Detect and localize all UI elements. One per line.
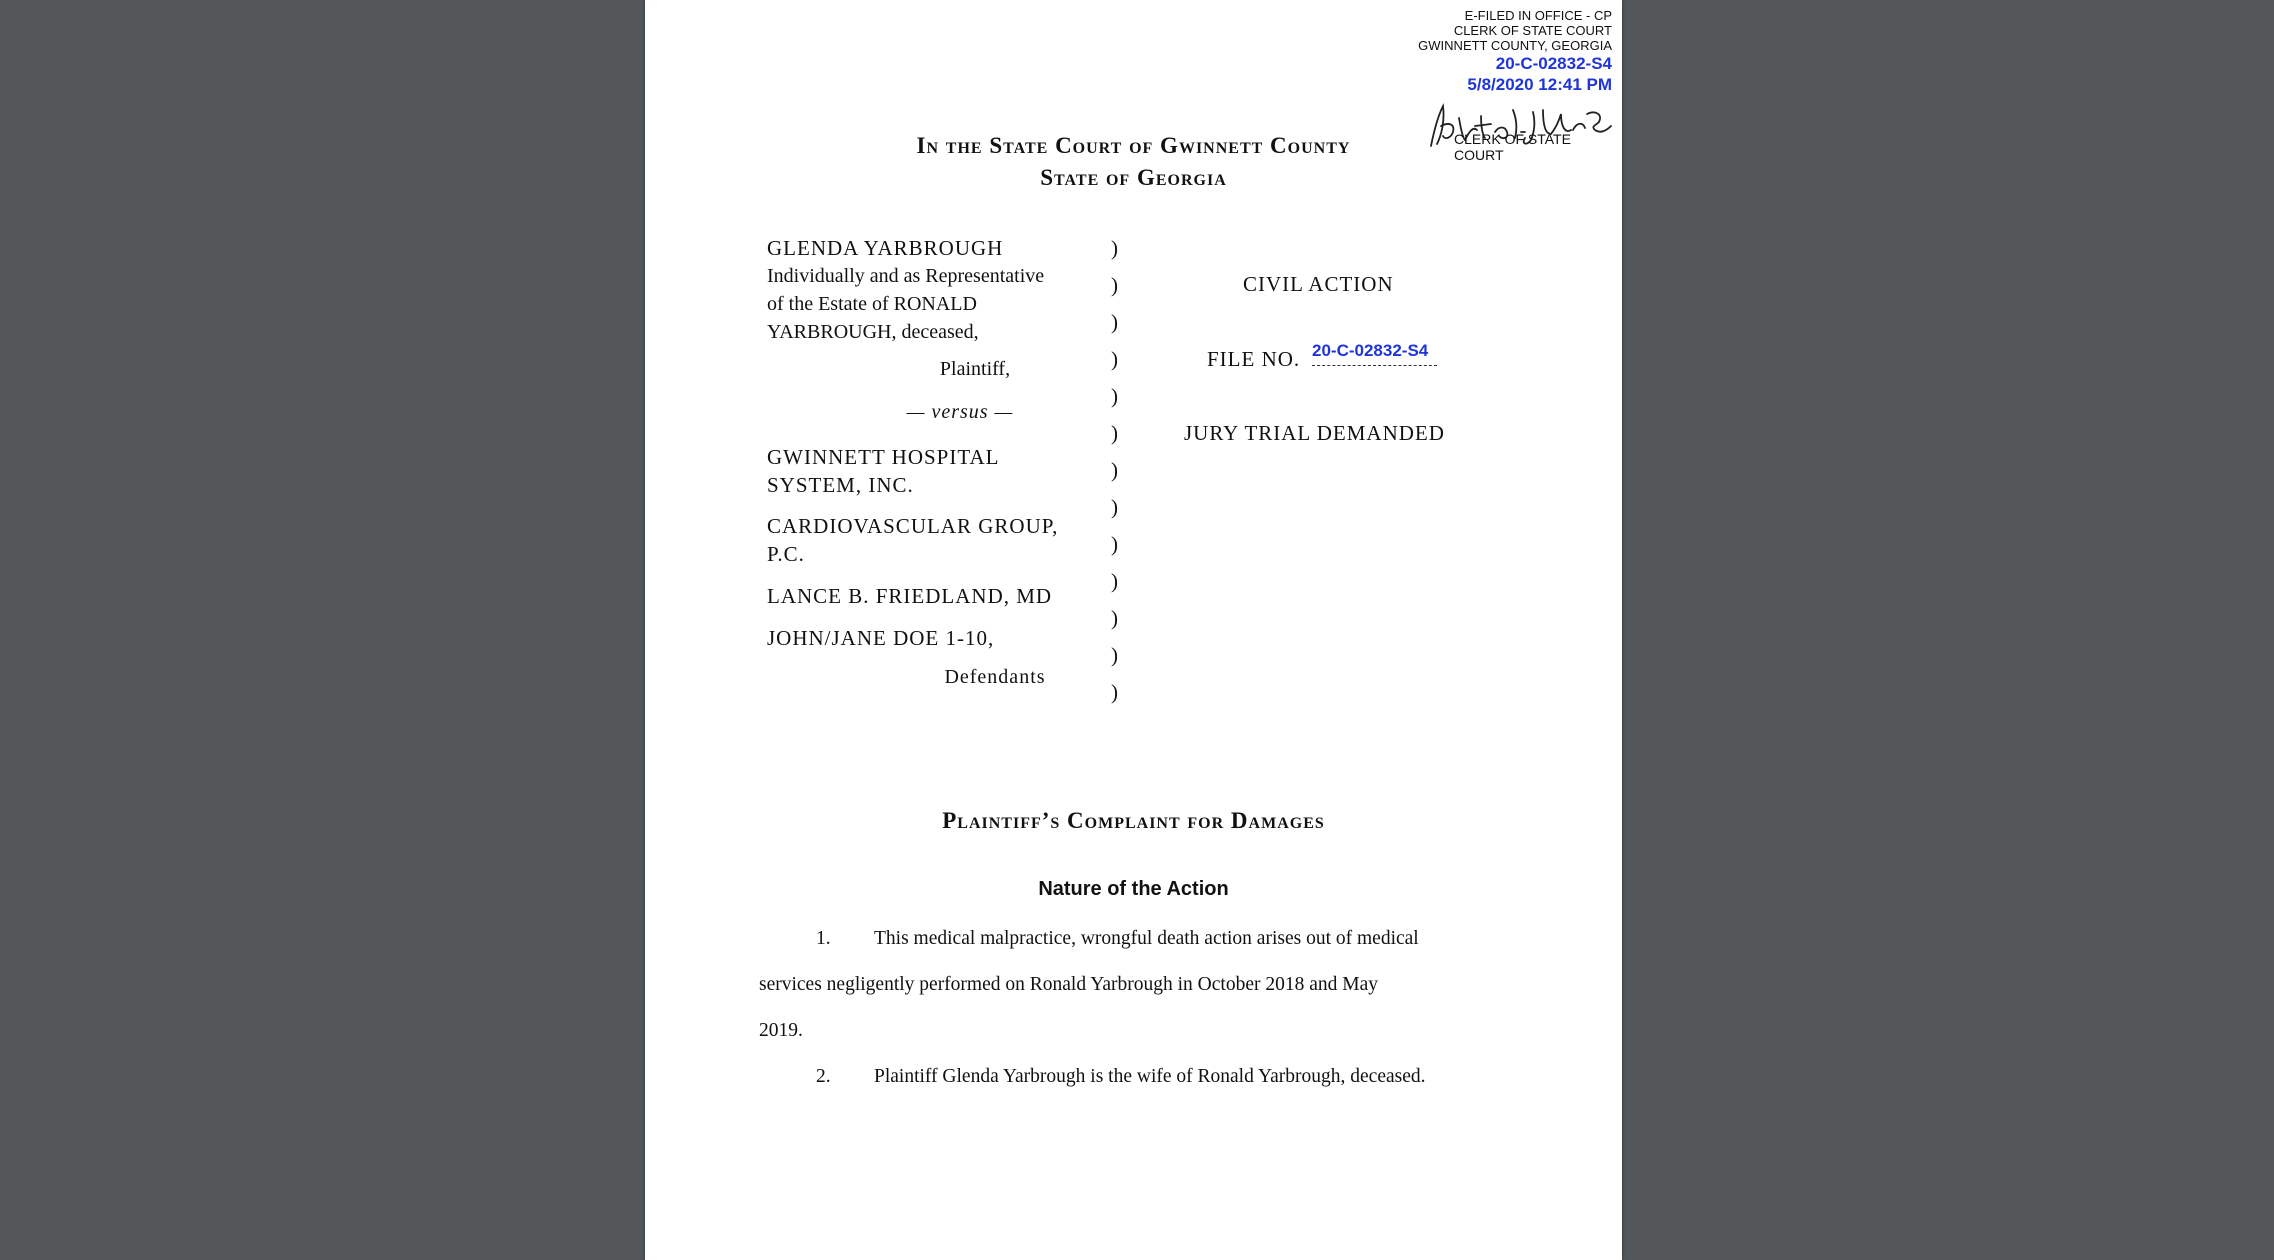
stamp-case-number: 20-C-02832-S4 — [1495, 54, 1612, 73]
plaintiff-description-line: Individually and as Representative — [767, 265, 1045, 287]
file-number-label: FILE NO. — [1207, 347, 1301, 371]
paragraph-text-line: services negligently performed on Ronald Yarbrough in October 2018 and May — [759, 974, 1378, 995]
defendant-name: SYSTEM, INC. — [767, 473, 914, 497]
stamp-clerk-label: CLERK OF STATE COURT — [1454, 131, 1571, 163]
complaint-title: Plaintiff’s Complaint for Damages — [942, 808, 1325, 833]
plaintiff-description-line: of the Estate of RONALD — [767, 293, 977, 315]
caption-paren: ) — [1111, 347, 1118, 371]
paragraph-text-line: This medical malpractice, wrongful death action arises out of medical — [874, 928, 1419, 949]
plaintiff-name: GLENDA YARBROUGH — [767, 236, 1004, 260]
paragraph-text-line: Plaintiff Glenda Yarbrough is the wife of Ronald Yarbrough, deceased. — [874, 1066, 1426, 1087]
defendants-label: Defendants — [944, 666, 1046, 688]
efiling-stamp — [1418, 8, 1612, 95]
court-name-heading: In the State Court of Gwinnett County — [916, 133, 1351, 158]
section-heading: Nature of the Action — [1038, 878, 1229, 900]
caption-paren: ) — [1111, 384, 1118, 408]
caption-paren: ) — [1111, 532, 1118, 556]
caption-paren: ) — [1111, 495, 1118, 519]
defendant-name: P.C. — [767, 542, 805, 566]
caption-paren: ) — [1111, 680, 1118, 704]
civil-action-label: CIVIL ACTION — [1243, 272, 1394, 296]
defendant-name: CARDIOVASCULAR GROUP, — [767, 514, 1059, 538]
file-number-underline — [1312, 365, 1437, 366]
defendant-name: LANCE B. FRIEDLAND, MD — [767, 584, 1053, 608]
caption-paren: ) — [1111, 569, 1118, 593]
document-page — [645, 0, 1622, 1260]
paragraph-number: 2. — [816, 1066, 831, 1087]
caption-paren: ) — [1111, 458, 1118, 482]
stamp-line-clerk: CLERK OF STATE COURT — [1453, 23, 1612, 38]
plaintiff-description-line: YARBROUGH, deceased, — [767, 321, 979, 343]
court-state-heading: State of Georgia — [1040, 165, 1227, 190]
caption-paren: ) — [1111, 606, 1118, 630]
paragraph-text-line: 2019. — [759, 1020, 803, 1041]
caption-paren: ) — [1111, 236, 1118, 260]
paragraph-number: 1. — [816, 928, 831, 949]
plaintiff-label: Plaintiff, — [939, 358, 1011, 380]
caption-paren: ) — [1111, 273, 1118, 297]
stamp-line-county: GWINNETT COUNTY, GEORGIA — [1418, 38, 1612, 53]
jury-trial-label: JURY TRIAL DEMANDED — [1184, 421, 1445, 445]
stamp-filed-datetime: 5/8/2020 12:41 PM — [1467, 75, 1612, 94]
caption-paren: ) — [1111, 310, 1118, 334]
defendant-name: JOHN/JANE DOE 1-10, — [767, 626, 995, 650]
file-number-value: 20-C-02832-S4 — [1312, 341, 1429, 360]
defendant-name: GWINNETT HOSPITAL — [767, 445, 1000, 469]
versus-label: — versus — — [906, 401, 1014, 423]
caption-paren: ) — [1111, 421, 1118, 445]
caption-paren: ) — [1111, 643, 1118, 667]
stamp-line-efiled: E-FILED IN OFFICE - CP — [1464, 8, 1612, 23]
